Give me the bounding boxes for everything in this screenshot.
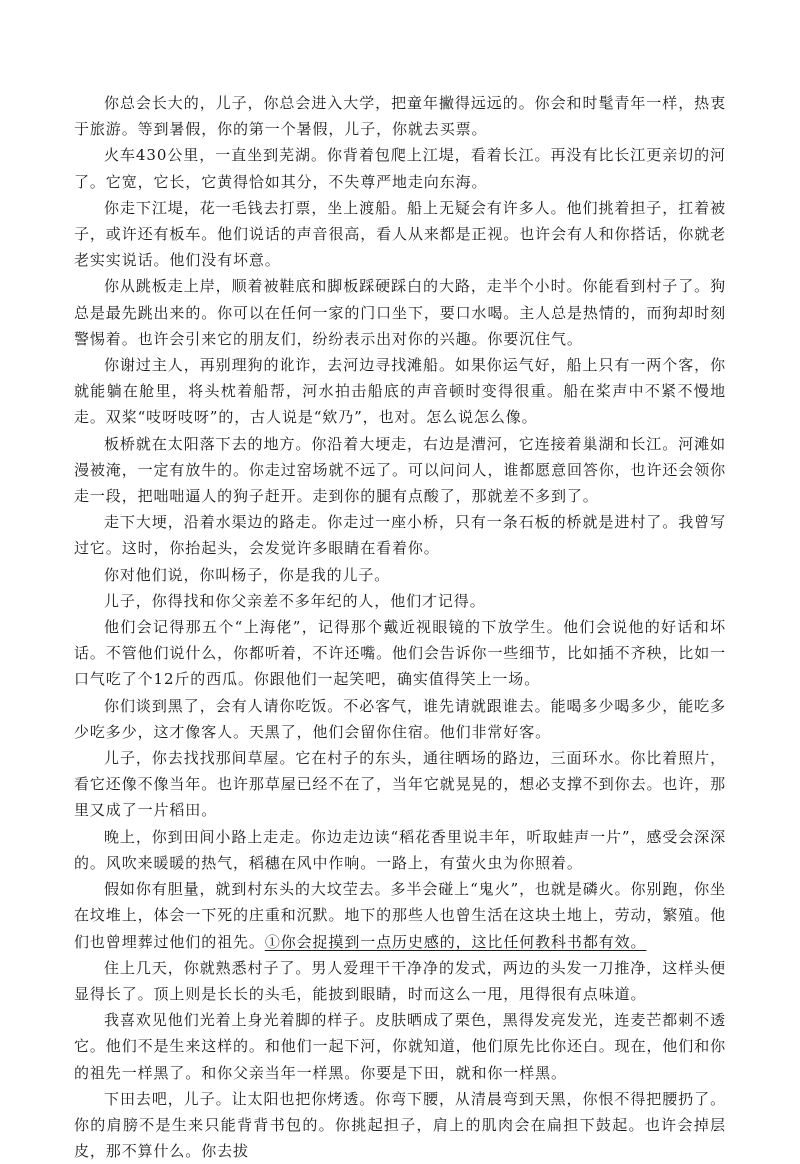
article-body <box>74 90 726 1164</box>
paragraph-16-text: 我喜欢见他们光着上身光着脚的样子。皮肤晒成了栗色，黑得发亮发光，连麦芒都刺不透它。他们不是生来这样的。和他们一起下河，你就知道，他们原先比你还白。现在，他们和你的祖先一样黑了。和你父亲当年一样黑。你要是下田，就和你一样黑。 <box>74 1011 726 1082</box>
paragraph-12-text: 儿子，你去找找那间草屋。它在村子的东头，通往晒场的路边，三面环水。你比着照片，看它还像不像当年。也许那草屋已经不在了，当年它就晃晃的，想必支撑不到你去。也许，那里又成了一片稻田。 <box>74 749 726 820</box>
paragraph-4-text: 你从跳板走上岸，顺着被鞋底和脚板踩硬踩白的大路，走半个小时。你能看到村子了。狗总是最先跳出来的。你可以在任何一家的门口坐下，要口水喝。主人总是热情的，而狗却时刻警惕着。也许会引来它的朋友们，纷纷表示出对你的兴趣。你要沉住气。 <box>74 277 726 348</box>
paragraph-5 <box>74 352 726 431</box>
paragraph-6 <box>74 431 726 510</box>
paragraph-14 <box>74 876 726 955</box>
paragraph-1-text: 你总会长大的，儿子，你总会进入大学，把童年撇得远远的。你会和时髦青年一样，热衷于旅游。等到暑假，你的第一个暑假，儿子，你就去买票。 <box>74 94 726 139</box>
paragraph-10-text: 他们会记得那五个“上海佬”，记得那个戴近视眼镜的下放学生。他们会说他的好话和坏话。不管他们说什么，你都听着，不许还嘴。他们会告诉你一些细节，比如插不齐秧，比如一口气吃了个12斤的西瓜。你跟他们一起笑吧，确实值得笑上一场。 <box>74 618 726 689</box>
paragraph-2 <box>74 142 726 194</box>
paragraph-11 <box>74 693 726 745</box>
paragraph-12 <box>74 745 726 824</box>
paragraph-17 <box>74 1086 726 1164</box>
paragraph-4 <box>74 273 726 352</box>
paragraph-13-text: 晚上，你到田间小路上走走。你边走边读“稻花香里说丰年，听取蛙声一片”，感受会深深的。风吹来暖暖的热气，稻穗在风中作响。一路上，有萤火虫为你照着。 <box>74 827 726 872</box>
underlined-question-sentence: ①你会捉摸到一点历史感的，这比任何教科书都有效。 <box>264 932 647 951</box>
paragraph-15 <box>74 955 726 1007</box>
paragraph-9-text: 儿子，你得找和你父亲差不多年纪的人，他们才记得。 <box>104 591 486 610</box>
paragraph-3 <box>74 195 726 274</box>
paragraph-17-text: 下田去吧，儿子。让太阳也把你烤透。你弯下腰，从清晨弯到天黑，你恨不得把腰扔了。你的肩膀不是生来只能背背书包的。你挑起担子，肩上的肌肉会在扁担下鼓起。也许会掉层皮，那不算什么。你去拔 <box>74 1089 726 1161</box>
paragraph-13 <box>74 824 726 876</box>
paragraph-9 <box>74 588 726 614</box>
paragraph-7-text: 走下大埂，沿着水渠边的路走。你走过一座小桥，只有一条石板的桥就是进村了。我曾写过它。这时，你抬起头，会发觉许多眼睛在看着你。 <box>74 513 726 558</box>
paragraph-8 <box>74 562 726 588</box>
paragraph-10 <box>74 614 726 693</box>
paragraph-1 <box>74 90 726 142</box>
paragraph-5-text: 你谢过主人，再别理狗的讹诈，去河边寻找滩船。如果你运气好，船上只有一两个客，你就能躺在舱里，将头枕着船帮，河水拍击船底的声音顿时变得很重。船在桨声中不紧不慢地走。双桨“吱呀吱呀”的，古人说是“欸乃”，也对。怎么说怎么像。 <box>74 356 726 427</box>
paragraph-15-text: 住上几天，你就熟悉村子了。男人爱理干干净净的发式，两边的头发一刀推净，这样头便显得长了。顶上则是长长的头毛，能披到眼睛，时而这么一甩，甩得很有点味道。 <box>74 958 726 1003</box>
paragraph-11-text: 你们谈到黑了，会有人请你吃饭。不必客气，谁先请就跟谁去。能喝多少喝多少，能吃多少吃多少，这才像客人。天黑了，他们会留你住宿。他们非常好客。 <box>74 696 726 741</box>
paragraph-6-text: 板桥就在太阳落下去的地方。你沿着大埂走，右边是漕河，它连接着巢湖和长江。河滩如漫被淹，一定有放牛的。你走过窑场就不远了。可以问问人，谁都愿意回答你，也许还会领你走一段，把咄咄逼人的狗子赶开。走到你的腿有点酸了，那就差不多到了。 <box>74 434 726 506</box>
paragraph-8-text: 你对他们说，你叫杨子，你是我的儿子。 <box>104 565 391 584</box>
paragraph-3-text: 你走下江堤，花一毛钱去打票，坐上渡船。船上无疑会有许多人。他们挑着担子，扛着被子，或许还有板车。他们说话的声音很高，看人从来都是正视。也许会有人和你搭话，你就老老实实说话。他们没有坏意。 <box>74 198 726 270</box>
paragraph-14-text: 假如你有胆量，就到村东头的大坟茔去。多半会碰上“鬼火”，也就是磷火。你别跑，你坐在坟堆上，体会一下死的庄重和沉默。地下的那些人也曾生活在这块土地上，劳动，繁殖。他们也曾埋葬过他们的祖先。 <box>74 880 726 951</box>
paragraph-2-text: 火车430公里，一直坐到芜湖。你背着包爬上江堤，看着长江。再没有比长江更亲切的河了。它宽，它长，它黄得恰如其分，不失尊严地走向东海。 <box>74 146 726 191</box>
paragraph-16 <box>74 1007 726 1086</box>
paragraph-7 <box>74 509 726 561</box>
